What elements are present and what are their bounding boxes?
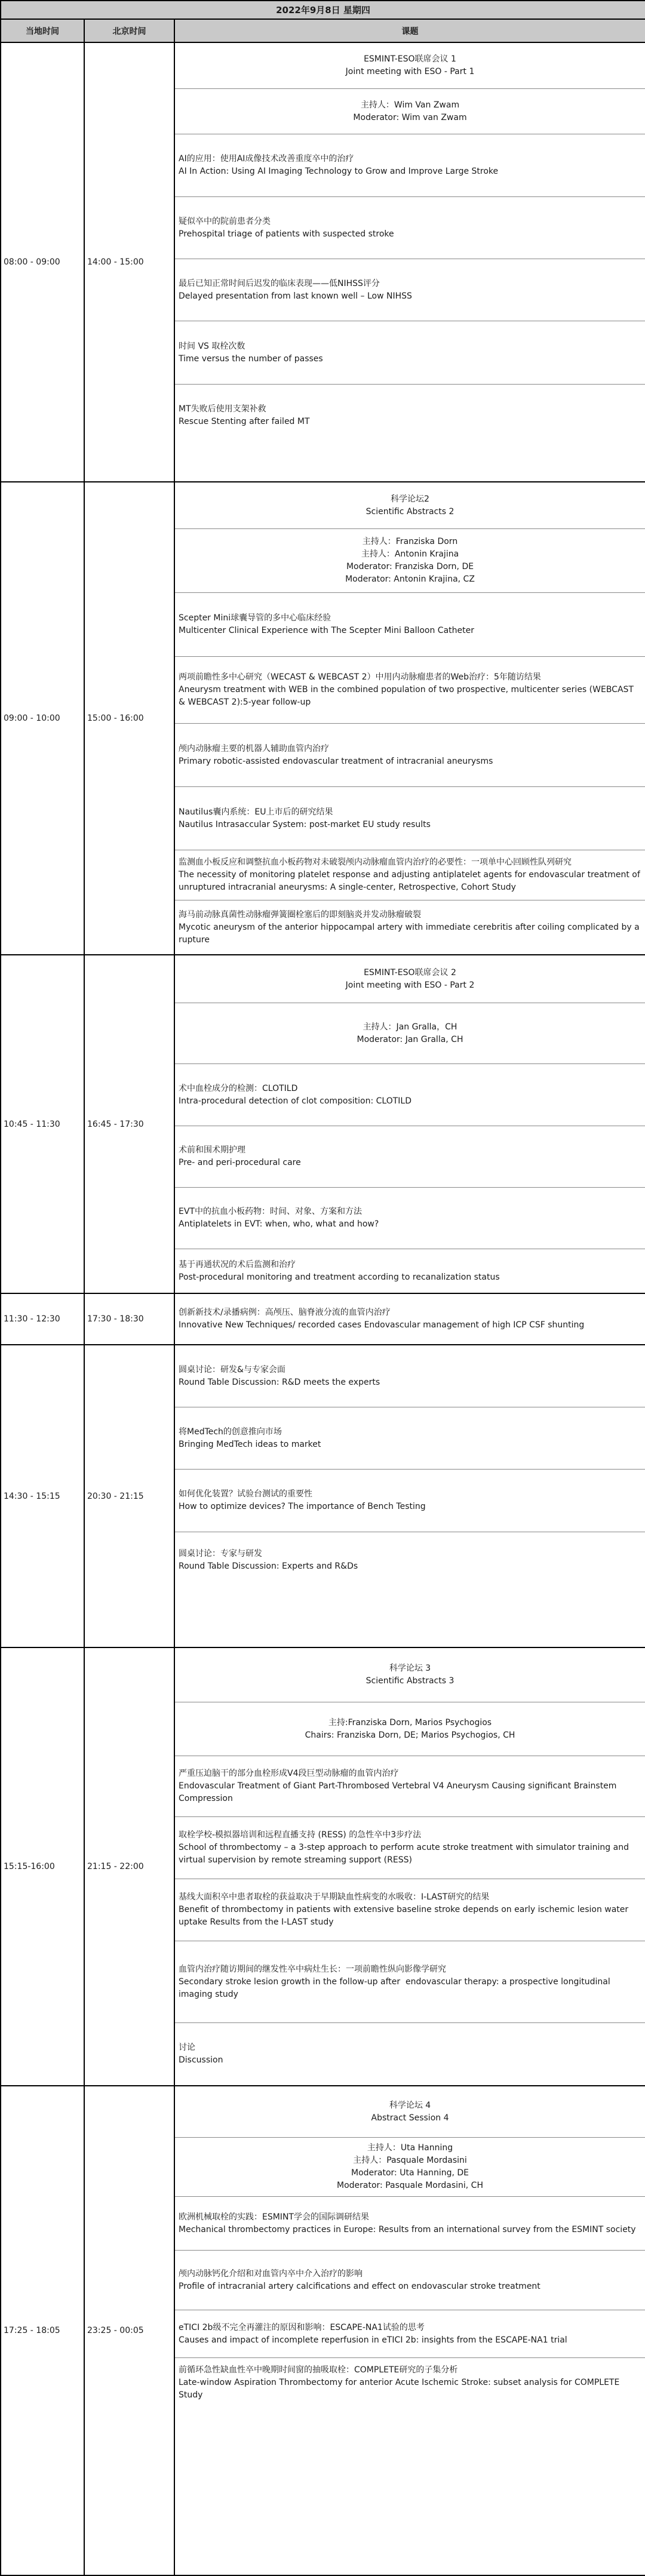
topic-line: Discussion (179, 2055, 223, 2065)
topic-line: 圆桌讨论：研发&与专家会面 (179, 1364, 285, 1375)
topic-item (175, 89, 645, 134)
topic-line: Mechanical thrombectomy practices in Europe: Results from an international survey from the ESMINT society (179, 2224, 636, 2234)
topic-line: 监测血小板反应和调整抗血小板药物对未破裂颅内动脉瘤血管内治疗的必要性：一项单中心回顾性队列研究 (179, 857, 572, 867)
topic-item (175, 1064, 645, 1126)
topic-item (175, 197, 645, 259)
column-header-topic: 课题 (174, 19, 645, 42)
topic-line: Round Table Discussion: Experts and R&Ds (179, 1561, 358, 1571)
topic-item (175, 2138, 645, 2197)
topic-line: Joint meeting with ESO - Part 1 (345, 67, 475, 76)
topic-line: ESMINT-ESO联席会议 1 (364, 54, 456, 64)
topic-line: Moderator: Franziska Dorn, DE (346, 562, 474, 571)
topic-line: How to optimize devices? The importance of Bench Testing (179, 1502, 426, 1511)
topic-line: Bringing MedTech ideas to market (179, 1439, 321, 1449)
beijing-time-cell: 23:25 - 00:05 (84, 2086, 174, 2575)
topic-line: 基于再通状况的术后监测和治疗 (179, 1259, 296, 1269)
topic-item (175, 2197, 645, 2251)
topic-line: 主持人：Jan Gralla，CH (363, 1022, 457, 1032)
topic-item (175, 1188, 645, 1249)
topic-item (175, 1817, 645, 1879)
topic-line: Joint meeting with ESO - Part 2 (345, 980, 475, 990)
topic-item (175, 1879, 645, 1941)
topic-line: School of thrombectomy – a 3-step approach to perform acute stroke treatment with simulator training and virtual supervision by remote streaming support (RESS) (179, 1843, 632, 1865)
topic-line: MT失败后使用支架补救 (179, 404, 266, 414)
column-header-beijing-time: 北京时间 (84, 19, 174, 42)
topic-cell (174, 955, 645, 1293)
topic-line: 两项前瞻性多中心研究（WECAST & WEBCAST 2）中用内动脉瘤患者的Web治疗：5年随访结果 (179, 672, 541, 682)
topic-line: Profile of intracranial artery calcifications and effect on endovascular stroke treatment (179, 2281, 540, 2291)
topic-item (175, 657, 645, 724)
topic-line: 主持人：Franziska Dorn (362, 537, 458, 546)
beijing-time-cell: 21:15 - 22:00 (84, 1647, 174, 2086)
topic-line: The necessity of monitoring platelet response and adjusting antiplatelet agents for endovascular treatment of unruptured intracranial aneurysms: A single-center, Retrospective, Cohort Study (179, 870, 643, 892)
topic-line: Rescue Stenting after failed MT (179, 417, 310, 426)
topic-line: 圆桌讨论：专家与研发 (179, 1549, 262, 1558)
topic-line: Scientific Abstracts 2 (366, 506, 454, 517)
topic-line: 科学论坛 4 (389, 2100, 431, 2110)
topic-cell (174, 42, 645, 482)
topic-line: 欧洲机械取栓的实践：ESMINT学会的国际调研结果 (179, 2212, 369, 2222)
topic-item (175, 2023, 645, 2085)
beijing-time-cell: 16:45 - 17:30 (84, 955, 174, 1293)
topic-line: Benefit of thrombectomy in patients with extensive baseline stroke depends on early ischemic lesion water uptake Results from the I-LAST study (179, 1905, 631, 1927)
topic-line: 最后已知正常时间后迟发的临床表现——低NIHSS评分 (179, 278, 380, 288)
topic-item (175, 1294, 645, 1344)
topic-item (175, 482, 645, 529)
topic-item (175, 955, 645, 1003)
topic-line: 术前和围术期护理 (179, 1145, 245, 1155)
topic-line: Prehospital triage of patients with suspected stroke (179, 229, 394, 239)
topic-line: Multicenter Clinical Experience with The Scepter Mini Balloon Catheter (179, 626, 474, 635)
topic-item (175, 385, 645, 447)
topic-line: 主持人：Antonin Krajina (361, 549, 459, 559)
topic-line: AI In Action: Using AI Imaging Technology to Grow and Improve Large Stroke (179, 167, 499, 176)
column-header-local-time: 当地时间 (1, 19, 84, 42)
topic-line: Chairs: Franziska Dorn, DE; Marios Psychogios, CH (305, 1730, 515, 1740)
topic-item (175, 850, 645, 900)
topic-line: Secondary stroke lesion growth in the follow-up after endovascular therapy: a prospective longitudinal imaging study (179, 1976, 613, 1999)
topic-line: 前循环急性缺血性卒中晚期时间窗的抽吸取栓：COMPLETE研究的子集分析 (179, 2365, 458, 2375)
local-time-cell: 17:25 - 18:05 (1, 2086, 84, 2575)
topic-item (175, 1532, 645, 1588)
topic-line: 创新新技术/录播病例：高颅压、脑脊液分流的血管内治疗 (179, 1308, 391, 1317)
schedule-body (1, 42, 645, 2575)
beijing-time-cell: 14:00 - 15:00 (84, 42, 174, 482)
topic-line: 术中血栓成分的检测：CLOTILD (179, 1083, 298, 1093)
session-row (1, 482, 645, 955)
session-row (1, 1345, 645, 1647)
topic-line: 科学论坛 3 (389, 1664, 431, 1673)
topic-line: 主持人：Pasquale Mordasini (353, 2156, 467, 2165)
topic-item (175, 259, 645, 321)
topic-line: EVT中的抗血小板药物：时间、对象、方案和方法 (179, 1207, 362, 1216)
topic-item (175, 1941, 645, 2023)
topic-item (175, 593, 645, 657)
topic-line: 时间 VS 取栓次数 (179, 341, 245, 351)
topic-item (175, 134, 645, 197)
topic-item (175, 787, 645, 850)
topic-line: Mycotic aneurysm of the anterior hippocampal artery with immediate cerebritis after coiling complicated by a rupture (179, 922, 643, 945)
topic-line: 讨论 (179, 2043, 195, 2052)
topic-line: 基线大面积卒中患者取栓的获益取决于早期缺血性病变的水吸收：I-LAST研究的结果 (179, 1892, 490, 1902)
topic-cell (174, 2086, 645, 2575)
topic-line: 严重压迫脑干的部分血栓形成V4段巨型动脉瘤的血管内治疗 (179, 1769, 399, 1778)
topic-line: Primary robotic-assisted endovascular treatment of intracranial aneurysms (179, 756, 493, 766)
topic-line: Endovascular Treatment of Giant Part-Thrombosed Vertebral V4 Aneurysm Causing significant Brainstem Compression (179, 1781, 619, 1803)
topic-item (175, 1003, 645, 1064)
local-time-cell: 11:30 - 12:30 (1, 1293, 84, 1345)
topic-item (175, 1407, 645, 1470)
topic-line: 疑似卒中的院前患者分类 (179, 216, 271, 226)
topic-line: Abstract Session 4 (371, 2113, 449, 2123)
topic-line: Round Table Discussion: R&D meets the experts (179, 1377, 380, 1387)
topic-line: Causes and impact of incomplete reperfusion in eTICI 2b: insights from the ESCAPE-NA1 trial (179, 2335, 567, 2345)
topic-line: Intra-procedural detection of clot composition: CLOTILD (179, 1096, 412, 1106)
local-time-cell: 09:00 - 10:00 (1, 482, 84, 955)
topic-line: 颅内动脉钙化介绍和对血管内卒中介入治疗的影响 (179, 2268, 363, 2279)
topic-line: 颅内动脉瘤主要的机器人辅助血管内治疗 (179, 743, 329, 754)
topic-item (175, 529, 645, 593)
topic-line: 主持人：Wim Van Zwam (360, 100, 460, 110)
topic-line: Post-procedural monitoring and treatment according to recanalization status (179, 1272, 500, 1282)
local-time-cell: 14:30 - 15:15 (1, 1345, 84, 1647)
local-time-cell: 08:00 - 09:00 (1, 42, 84, 482)
topic-line: 主持人：Uta Hanning (367, 2143, 453, 2153)
topic-item (175, 1470, 645, 1532)
topic-line: Time versus the number of passes (179, 353, 323, 364)
topic-line: Scepter Mini球囊导管的多中心临床经验 (179, 613, 331, 623)
topic-item (175, 1249, 645, 1293)
topic-item (175, 1345, 645, 1407)
session-row (1, 1293, 645, 1345)
topic-line: Moderator: Uta Hanning, DE (351, 2168, 469, 2178)
topic-line: Moderator: Wim van Zwam (353, 112, 467, 122)
topic-line: 海马前动脉真菌性动脉瘤弹簧圈栓塞后的即刻脑炎并发动脉瘤破裂 (179, 909, 421, 920)
topic-item (175, 1126, 645, 1188)
topic-line: AI的应用：使用AI成像技术改善重度卒中的治疗 (179, 154, 354, 164)
beijing-time-cell: 15:00 - 16:00 (84, 482, 174, 955)
topic-item (175, 43, 645, 89)
topic-line: Antiplatelets in EVT: when, who, what and how? (179, 1219, 379, 1229)
topic-item (175, 1702, 645, 1756)
topic-cell (174, 1647, 645, 2086)
topic-item (175, 1756, 645, 1817)
topic-item (175, 2086, 645, 2138)
local-time-cell: 15:15-16:00 (1, 1647, 84, 2086)
topic-line: ESMINT-ESO联席会议 2 (364, 967, 456, 977)
topic-line: 血管内治疗随访期间的继发性卒中病灶生长：一项前瞻性纵向影像学研究 (179, 1964, 446, 1974)
session-row (1, 2086, 645, 2575)
topic-line: 科学论坛2 (391, 494, 429, 504)
topic-line: Moderator: Antonin Krajina, CZ (345, 574, 475, 584)
topic-item (175, 2310, 645, 2358)
topic-line: Moderator: Jan Gralla, CH (357, 1034, 463, 1044)
session-row (1, 955, 645, 1293)
topic-item (175, 2251, 645, 2310)
topic-cell (174, 1293, 645, 1345)
topic-line: eTICI 2b级不完全再灌注的原因和影响：ESCAPE-NA1试验的思考 (179, 2322, 425, 2332)
topic-line: Nautilus Intrasaccular System: post-market EU study results (179, 819, 431, 829)
local-time-cell: 10:45 - 11:30 (1, 955, 84, 1293)
beijing-time-cell: 17:30 - 18:30 (84, 1293, 174, 1345)
topic-line: Innovative New Techniques/ recorded cases Endovascular management of high ICP CSF shunting (179, 1320, 585, 1330)
topic-line: 主持:Franziska Dorn, Marios Psychogios (328, 1717, 492, 1727)
topic-line: 将MedTech的创意推向市场 (179, 1427, 282, 1437)
topic-line: Delayed presentation from last known well – Low NIHSS (179, 291, 412, 301)
session-row (1, 1647, 645, 2086)
topic-item (175, 321, 645, 385)
session-row (1, 42, 645, 482)
beijing-time-cell: 20:30 - 21:15 (84, 1345, 174, 1647)
topic-line: 如何优化装置？试验台测试的重要性 (179, 1489, 312, 1499)
topic-line: Nautilus囊内系统：EU上市后的研究结果 (179, 807, 333, 817)
topic-line: Scientific Abstracts 3 (366, 1676, 454, 1686)
topic-line: Aneurysm treatment with WEB in the combined population of two prospective, multicenter series (WEBCAST & WEBCAST 2):5-year follow-up (179, 685, 637, 707)
topic-line: Late-window Aspiration Thrombectomy for anterior Acute Ischemic Stroke: subset analysis for COMPLETE Study (179, 2377, 622, 2400)
topic-cell (174, 482, 645, 955)
topic-item (175, 900, 645, 954)
topic-line: 取栓学校-模拟器培训和远程直播支持 (RESS) 的急性卒中3步疗法 (179, 1830, 422, 1840)
topic-item (175, 2358, 645, 2407)
topic-item (175, 1648, 645, 1702)
topic-line: Pre- and peri-procedural care (179, 1158, 301, 1167)
topic-item (175, 724, 645, 787)
schedule-date-title: 2022年9月8日 星期四 (1, 1, 645, 19)
topic-cell (174, 1345, 645, 1647)
topic-line: Moderator: Pasquale Mordasini, CH (337, 2181, 483, 2190)
